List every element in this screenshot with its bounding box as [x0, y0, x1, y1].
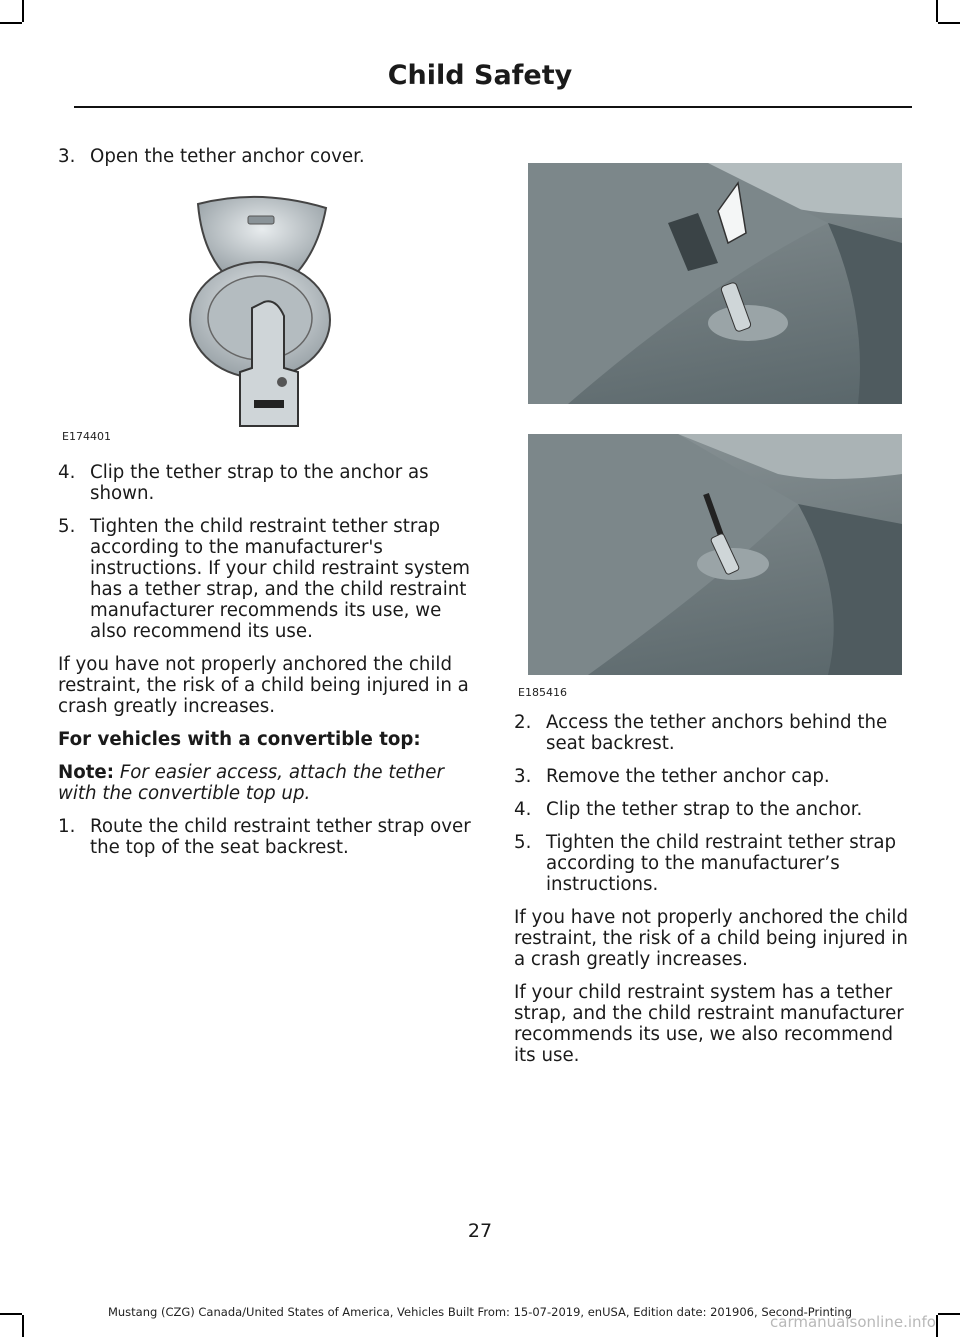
step-text: Open the tether anchor cover. — [90, 146, 365, 167]
warning-paragraph: If you have not properly anchored the child restraint, the risk of a child being injured in a crash greatly increases. — [514, 907, 909, 970]
step-1-route-strap — [58, 816, 478, 858]
step-text: Clip the tether strap to the anchor as shown. — [90, 462, 429, 504]
step-number: 2. — [514, 712, 532, 733]
tether-anchor-cover-illustration — [180, 190, 340, 440]
step-4-clip-strap — [514, 799, 908, 820]
note — [58, 762, 478, 804]
header-divider — [74, 106, 912, 108]
step-text: Tighten the child restraint tether strap according to the manufacturer’s instructions. — [546, 832, 897, 895]
crop-mark — [0, 22, 22, 24]
step-number: 1. — [58, 816, 76, 837]
step-number: 4. — [514, 799, 532, 820]
step-number: 5. — [514, 832, 532, 853]
step-5-tighten-strap — [58, 516, 478, 642]
left-column-lower — [58, 462, 478, 870]
note-text: For easier access, attach the tether with the convertible top up. — [58, 762, 444, 804]
step-number: 3. — [514, 766, 532, 787]
page-number: 27 — [467, 1220, 493, 1242]
step-3-open-cover — [58, 146, 478, 167]
step-text: Remove the tether anchor cap. — [546, 766, 830, 787]
crop-mark — [936, 0, 938, 22]
step-number: 3. — [58, 146, 76, 167]
step-text: Route the child restraint tether strap over the top of the seat backrest. — [90, 816, 471, 858]
step-text: Clip the tether strap to the anchor. — [546, 799, 863, 820]
section-subheading: For vehicles with a convertible top: — [58, 729, 421, 750]
step-text: Tighten the child restraint tether strap according to the manufacturer's instructions. If your child restraint system has a tether strap, and the child restraint manufacturer recommends its use, we also recommend its use. — [90, 516, 470, 642]
page-footer: Mustang (CZG) Canada/United States of America, Vehicles Built From: 15-07-2019, enUSA, Edition date: 201906, Second-Printing — [107, 1305, 853, 1319]
left-column — [58, 146, 478, 179]
right-column — [514, 712, 908, 1078]
tether-strap-clipped-photo — [528, 434, 902, 675]
figure-code: E185416 — [518, 686, 567, 699]
figure-code: E174401 — [62, 430, 111, 443]
step-3-remove-cap — [514, 766, 908, 787]
step-5-tighten-strap — [514, 832, 908, 895]
step-text: Access the tether anchors behind the seat backrest. — [546, 712, 888, 754]
step-number: 5. — [58, 516, 76, 537]
note-label: Note: — [58, 762, 115, 783]
warning-paragraph: If you have not properly anchored the child restraint, the risk of a child being injured in a crash greatly increases. — [58, 654, 469, 717]
recommendation-paragraph: If your child restraint system has a tether strap, and the child restraint manufacturer recommends its use, we also recommend its use. — [514, 982, 904, 1066]
crop-mark — [22, 0, 24, 22]
tether-anchor-cap-photo — [528, 163, 902, 404]
watermark: carmanualsonline.info — [770, 1313, 936, 1331]
crop-mark — [938, 22, 960, 24]
step-2-access-anchors — [514, 712, 908, 754]
page-title: Child Safety — [387, 60, 573, 91]
step-4-clip-strap — [58, 462, 478, 504]
step-number: 4. — [58, 462, 76, 483]
